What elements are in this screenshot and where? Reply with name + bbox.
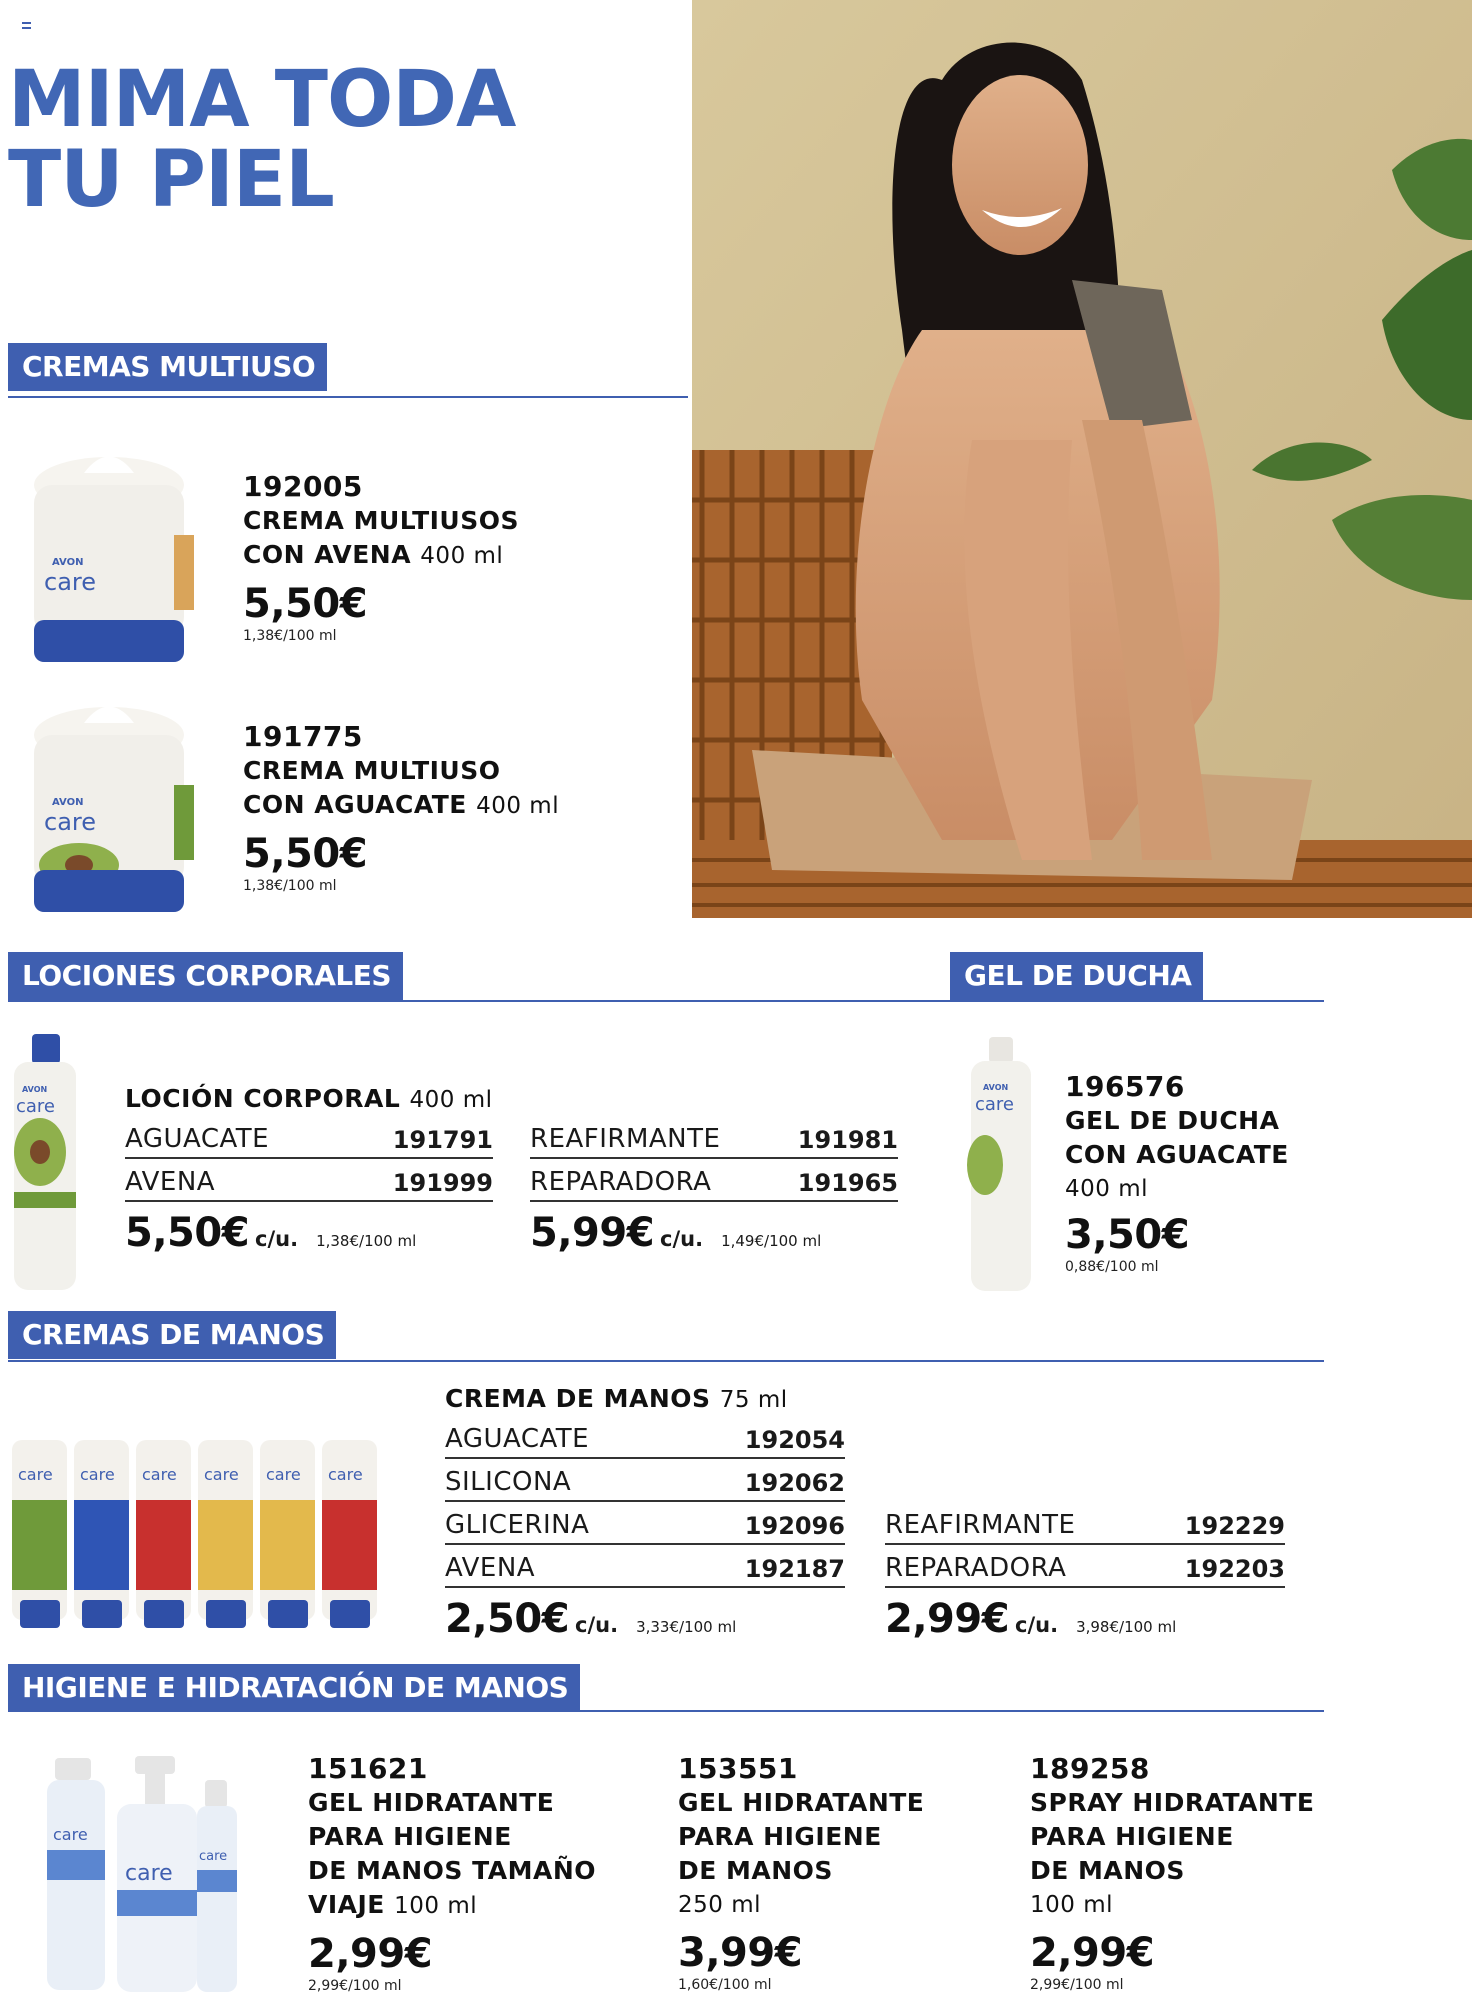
product-crema-avena — [243, 470, 519, 645]
svg-text:care: care — [125, 1861, 173, 1886]
product-image-locion — [8, 1032, 82, 1294]
product-code: 153551 — [678, 1752, 798, 1785]
price-block: 5,99€ c/u. 1,49€/100 ml — [530, 1210, 822, 1256]
variant-row: REPARADORA 191965 — [530, 1159, 898, 1202]
svg-text:AVON: AVON — [983, 1083, 1009, 1092]
product-name: GEL HIDRATANTE — [308, 1788, 555, 1817]
product-name: CREMA DE MANOS — [445, 1384, 711, 1413]
product-name: PARA HIGIENE — [1030, 1822, 1234, 1851]
product-name: DE MANOS TAMAÑO — [308, 1856, 597, 1885]
unit-price: 0,88€/100 ml — [1065, 1259, 1159, 1275]
product-name: CREMA MULTIUSOS — [243, 506, 519, 535]
product-name: DE MANOS — [1030, 1856, 1185, 1885]
product-gel-viaje — [308, 1752, 596, 1995]
svg-text:care: care — [142, 1465, 177, 1484]
product-price: 2,99€ — [308, 1931, 433, 1977]
product-volume: 100 ml — [394, 1893, 478, 1919]
product-volume: 100 ml — [1030, 1892, 1114, 1918]
section-divider — [8, 1000, 1324, 1002]
section-divider — [8, 1710, 1324, 1712]
product-price: 5,99€ — [530, 1210, 655, 1256]
product-price: 2,50€ — [445, 1596, 570, 1642]
product-name: VIAJE — [308, 1890, 385, 1919]
product-price: 5,50€ — [125, 1210, 250, 1256]
product-code: 192005 — [243, 470, 363, 503]
svg-text:care: care — [44, 808, 97, 836]
section-header-lociones: LOCIONES CORPORALES — [8, 952, 403, 1000]
svg-text:care: care — [16, 1096, 56, 1117]
product-name: CREMA MULTIUSO — [243, 756, 501, 785]
variant-row: REPARADORA 192203 — [885, 1545, 1285, 1588]
section-divider — [8, 1360, 1324, 1362]
price-block: 2,50€ c/u. 3,33€/100 ml — [445, 1596, 737, 1642]
product-code: 191775 — [243, 720, 363, 753]
page-title: MIMA TODA TU PIEL — [8, 55, 516, 225]
variant-row: AGUACATE 192054 — [445, 1416, 845, 1459]
product-price: 5,50€ — [243, 831, 368, 877]
svg-text:care: care — [53, 1825, 88, 1844]
product-image-gel-ducha — [965, 1035, 1037, 1295]
product-volume: 250 ml — [678, 1892, 762, 1918]
product-price: 3,99€ — [678, 1930, 803, 1976]
svg-text:care: care — [199, 1849, 228, 1864]
section-header-higiene: HIGIENE E HIDRATACIÓN DE MANOS — [8, 1664, 580, 1712]
svg-text:care: care — [975, 1094, 1015, 1115]
variant-list-right — [530, 1116, 898, 1256]
product-code: 196576 — [1065, 1070, 1185, 1103]
price-block: 2,99€ c/u. 3,98€/100 ml — [885, 1596, 1177, 1642]
svg-text:care: care — [18, 1465, 53, 1484]
product-price: 2,99€ — [1030, 1930, 1155, 1976]
product-image-crema-avena — [24, 445, 194, 670]
product-name: GEL HIDRATANTE — [678, 1788, 925, 1817]
product-code: 151621 — [308, 1752, 428, 1785]
variant-row: AGUACATE 191791 — [125, 1116, 493, 1159]
product-name: GEL DE DUCHA — [1065, 1106, 1280, 1135]
variant-row: REAFIRMANTE 191981 — [530, 1116, 898, 1159]
product-spray-higiene — [1030, 1752, 1315, 1994]
section-divider — [8, 396, 688, 398]
svg-text:care: care — [80, 1465, 115, 1484]
product-image-higiene — [45, 1750, 245, 1995]
product-name: CON AVENA 400 ml — [243, 540, 504, 569]
section-header-cremas-manos: CREMAS DE MANOS — [8, 1311, 336, 1359]
svg-text:AVON: AVON — [52, 797, 84, 808]
product-volume: 75 ml — [719, 1387, 788, 1413]
svg-text:care: care — [328, 1465, 363, 1484]
section-header-cremas-multiuso: CREMAS MULTIUSO — [8, 343, 327, 391]
product-name: CON AGUACATE 400 ml — [243, 790, 560, 819]
svg-text:care: care — [44, 568, 97, 596]
product-name: PARA HIGIENE — [308, 1822, 512, 1851]
product-image-cremas-manos — [12, 1430, 392, 1630]
product-gel-ducha — [1065, 1070, 1289, 1276]
product-crema-manos — [445, 1382, 845, 1417]
product-name: PARA HIGIENE — [678, 1822, 882, 1851]
svg-text:care: care — [266, 1465, 301, 1484]
variant-row: AVENA 192187 — [445, 1545, 845, 1588]
variant-row: AVENA 191999 — [125, 1159, 493, 1202]
variant-list-left — [125, 1116, 493, 1256]
menu-icon[interactable] — [22, 22, 31, 29]
product-name: DE MANOS — [678, 1856, 833, 1885]
product-name: LOCIÓN CORPORAL — [125, 1084, 401, 1113]
svg-text:AVON: AVON — [52, 557, 84, 568]
svg-text:AVON: AVON — [22, 1085, 48, 1094]
product-volume: 400 ml — [1065, 1176, 1149, 1202]
unit-price: 1,38€/100 ml — [243, 628, 337, 644]
unit-price: 1,60€/100 ml — [678, 1977, 772, 1993]
unit-price: 2,99€/100 ml — [1030, 1977, 1124, 1993]
product-volume: 400 ml — [409, 1087, 493, 1113]
unit-price: 1,38€/100 ml — [243, 878, 337, 894]
product-code: 189258 — [1030, 1752, 1150, 1785]
product-name: CON AGUACATE — [1065, 1140, 1289, 1169]
svg-text:care: care — [204, 1465, 239, 1484]
product-gel-higiene — [678, 1752, 924, 1994]
product-price: 5,50€ — [243, 581, 368, 627]
variant-row: SILICONA 192062 — [445, 1459, 845, 1502]
product-price: 3,50€ — [1065, 1212, 1190, 1258]
product-price: 2,99€ — [885, 1596, 1010, 1642]
product-crema-aguacate — [243, 720, 559, 895]
price-block: 5,50€ c/u. 1,38€/100 ml — [125, 1210, 417, 1256]
section-header-gel-ducha: GEL DE DUCHA — [950, 952, 1203, 1000]
product-name: SPRAY HIDRATANTE — [1030, 1788, 1315, 1817]
product-image-crema-aguacate — [24, 695, 194, 920]
variant-row: REAFIRMANTE 192229 — [885, 1502, 1285, 1545]
unit-price: 2,99€/100 ml — [308, 1978, 402, 1994]
model-photo — [692, 0, 1472, 918]
product-locion-corporal — [125, 1082, 905, 1117]
variant-list-left — [445, 1416, 845, 1642]
variant-list-right — [885, 1502, 1285, 1642]
variant-row: GLICERINA 192096 — [445, 1502, 845, 1545]
